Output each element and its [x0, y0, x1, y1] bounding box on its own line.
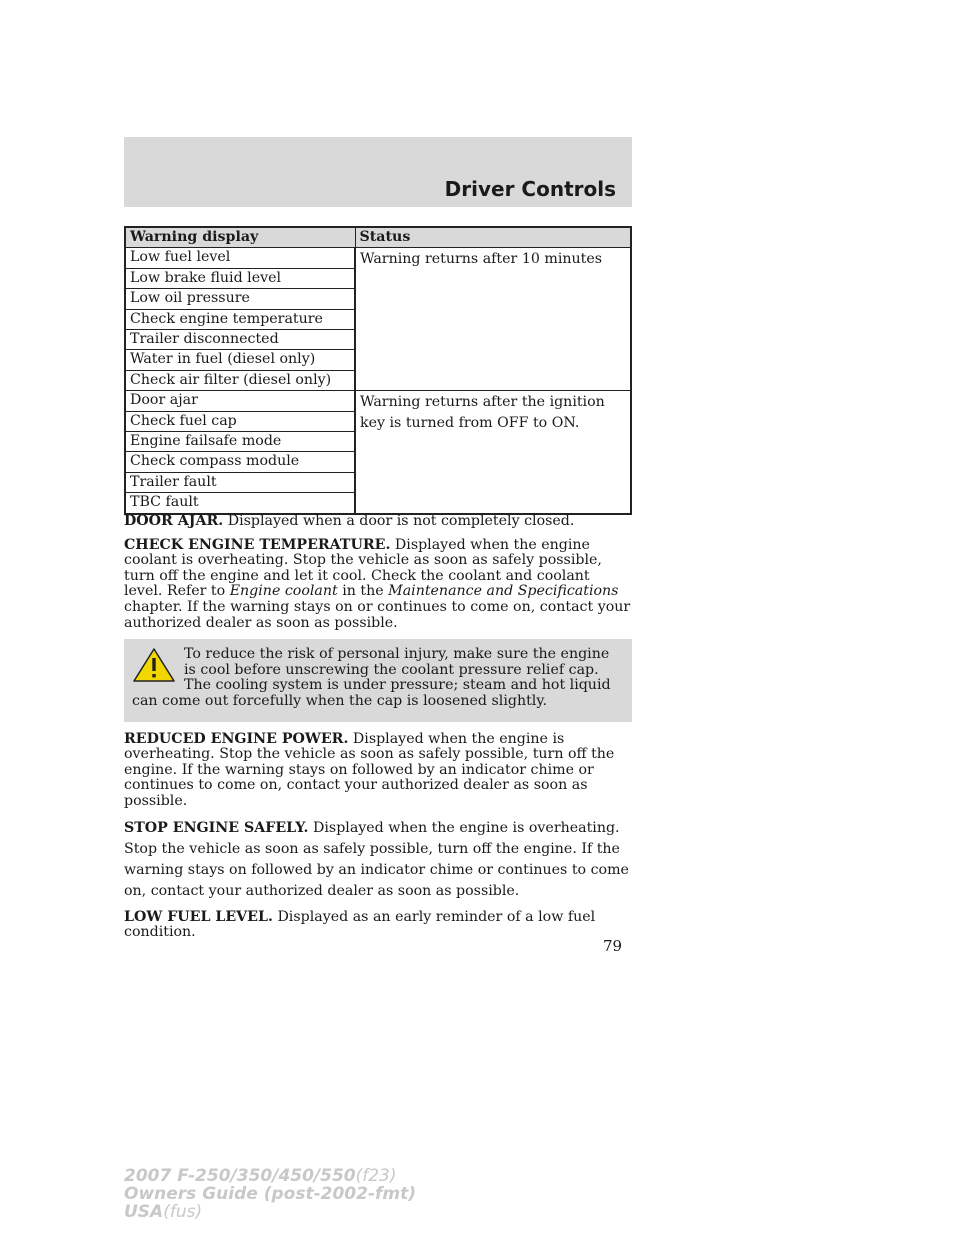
ref-maintenance-chapter: Maintenance and Specifications: [388, 583, 619, 600]
text-low-fuel-level: Displayed as an early reminder of a low fuel condition.: [124, 908, 596, 941]
warning-item: Low oil pressure: [125, 289, 355, 309]
term-low-fuel-level: LOW FUEL LEVEL.: [124, 908, 273, 925]
term-door-ajar: DOOR AJAR.: [124, 513, 224, 529]
warning-item: Trailer disconnected: [125, 330, 355, 350]
ref-engine-coolant: Engine coolant: [229, 583, 338, 600]
footer: [124, 1167, 416, 1221]
table-row: [125, 391, 631, 411]
column-header-warning-display: Warning display: [125, 227, 355, 248]
warning-item: Low fuel level: [125, 248, 355, 268]
warning-item: Trailer fault: [125, 472, 355, 492]
header-band: [124, 137, 632, 207]
text-door-ajar: Displayed when a door is not completely closed.: [227, 513, 575, 529]
paragraph-door-ajar: [124, 514, 632, 530]
warning-display-table: [124, 226, 632, 515]
footer-market: USA: [124, 1202, 164, 1222]
warning-triangle-icon: [132, 647, 176, 683]
footer-guide: Owners Guide (post-2002-fmt): [124, 1184, 417, 1204]
status-cell: Warning returns after 10 minutes: [355, 248, 631, 391]
paragraph-reduced-engine-power: [124, 732, 632, 810]
warning-item: TBC fault: [125, 493, 355, 514]
term-stop-engine-safely: STOP ENGINE SAFELY.: [124, 819, 309, 836]
section-title: Driver Controls: [444, 177, 616, 201]
text-stop-engine-safely: Displayed when the engine is overheating. Stop the vehicle as soon as safely possible, turn off the engine. If the warning stays on followed by an indicator chime or continues to come on, contact your authorized dealer as soon as possible.: [124, 819, 629, 899]
warning-item: Check fuel cap: [125, 411, 355, 431]
term-reduced-engine-power: REDUCED ENGINE POWER.: [124, 730, 349, 747]
text-reduced-engine-power: Displayed when the engine is overheating. Stop the vehicle as soon as safely possible, turn off the engine. If the warning stays on followed by an indicator chime or continues to come on, contact your authorized dealer as soon as possible.: [124, 730, 615, 809]
warning-item: Low brake fluid level: [125, 268, 355, 288]
column-header-status: Status: [355, 227, 631, 248]
table-row: [125, 248, 631, 268]
text-in-the: in the: [337, 583, 389, 600]
warning-item: Door ajar: [125, 391, 355, 411]
warning-item: Check compass module: [125, 452, 355, 472]
status-cell: Warning returns after the ignition key is turned from OFF to ON.: [355, 391, 631, 514]
paragraph-stop-engine-safely: [124, 818, 632, 902]
table-header-row: [125, 227, 631, 248]
footer-line-1: [124, 1167, 416, 1185]
term-check-engine-temperature: CHECK ENGINE TEMPERATURE.: [124, 536, 391, 553]
warning-item: Check air filter (diesel only): [125, 370, 355, 390]
footer-line-3: [124, 1203, 416, 1221]
page-number: 79: [603, 937, 623, 955]
footer-model: 2007 F-250/350/450/550: [124, 1166, 356, 1186]
warning-box: [124, 639, 632, 721]
warning-item: Engine failsafe mode: [125, 432, 355, 452]
warning-text: To reduce the risk of personal injury, make sure the engine is cool before unscrewing the coolant pressure relief cap. The cooling system is under pressure; steam and hot liquid can come out forcefully when the cap is loosened slightly.: [132, 646, 611, 709]
text-check-engine-temperature: Displayed when the engine coolant is overheating. Stop the vehicle as soon as safely possible, turn off the engine and let it cool. Check the coolant and coolant level. Refer to: [124, 536, 602, 600]
footer-line-2: [124, 1185, 416, 1203]
paragraph-low-fuel-level: [124, 910, 632, 941]
footer-market-code: (fus): [163, 1202, 203, 1222]
warning-item: Check engine temperature: [125, 309, 355, 329]
paragraph-check-engine-temperature: [124, 538, 632, 632]
warning-item: Water in fuel (diesel only): [125, 350, 355, 370]
footer-model-code: (f23): [355, 1166, 397, 1186]
text-chapter-contact: chapter. If the warning stays on or continues to come on, contact your authorized dealer as soon as possible.: [124, 598, 631, 631]
body-content: [124, 514, 632, 949]
